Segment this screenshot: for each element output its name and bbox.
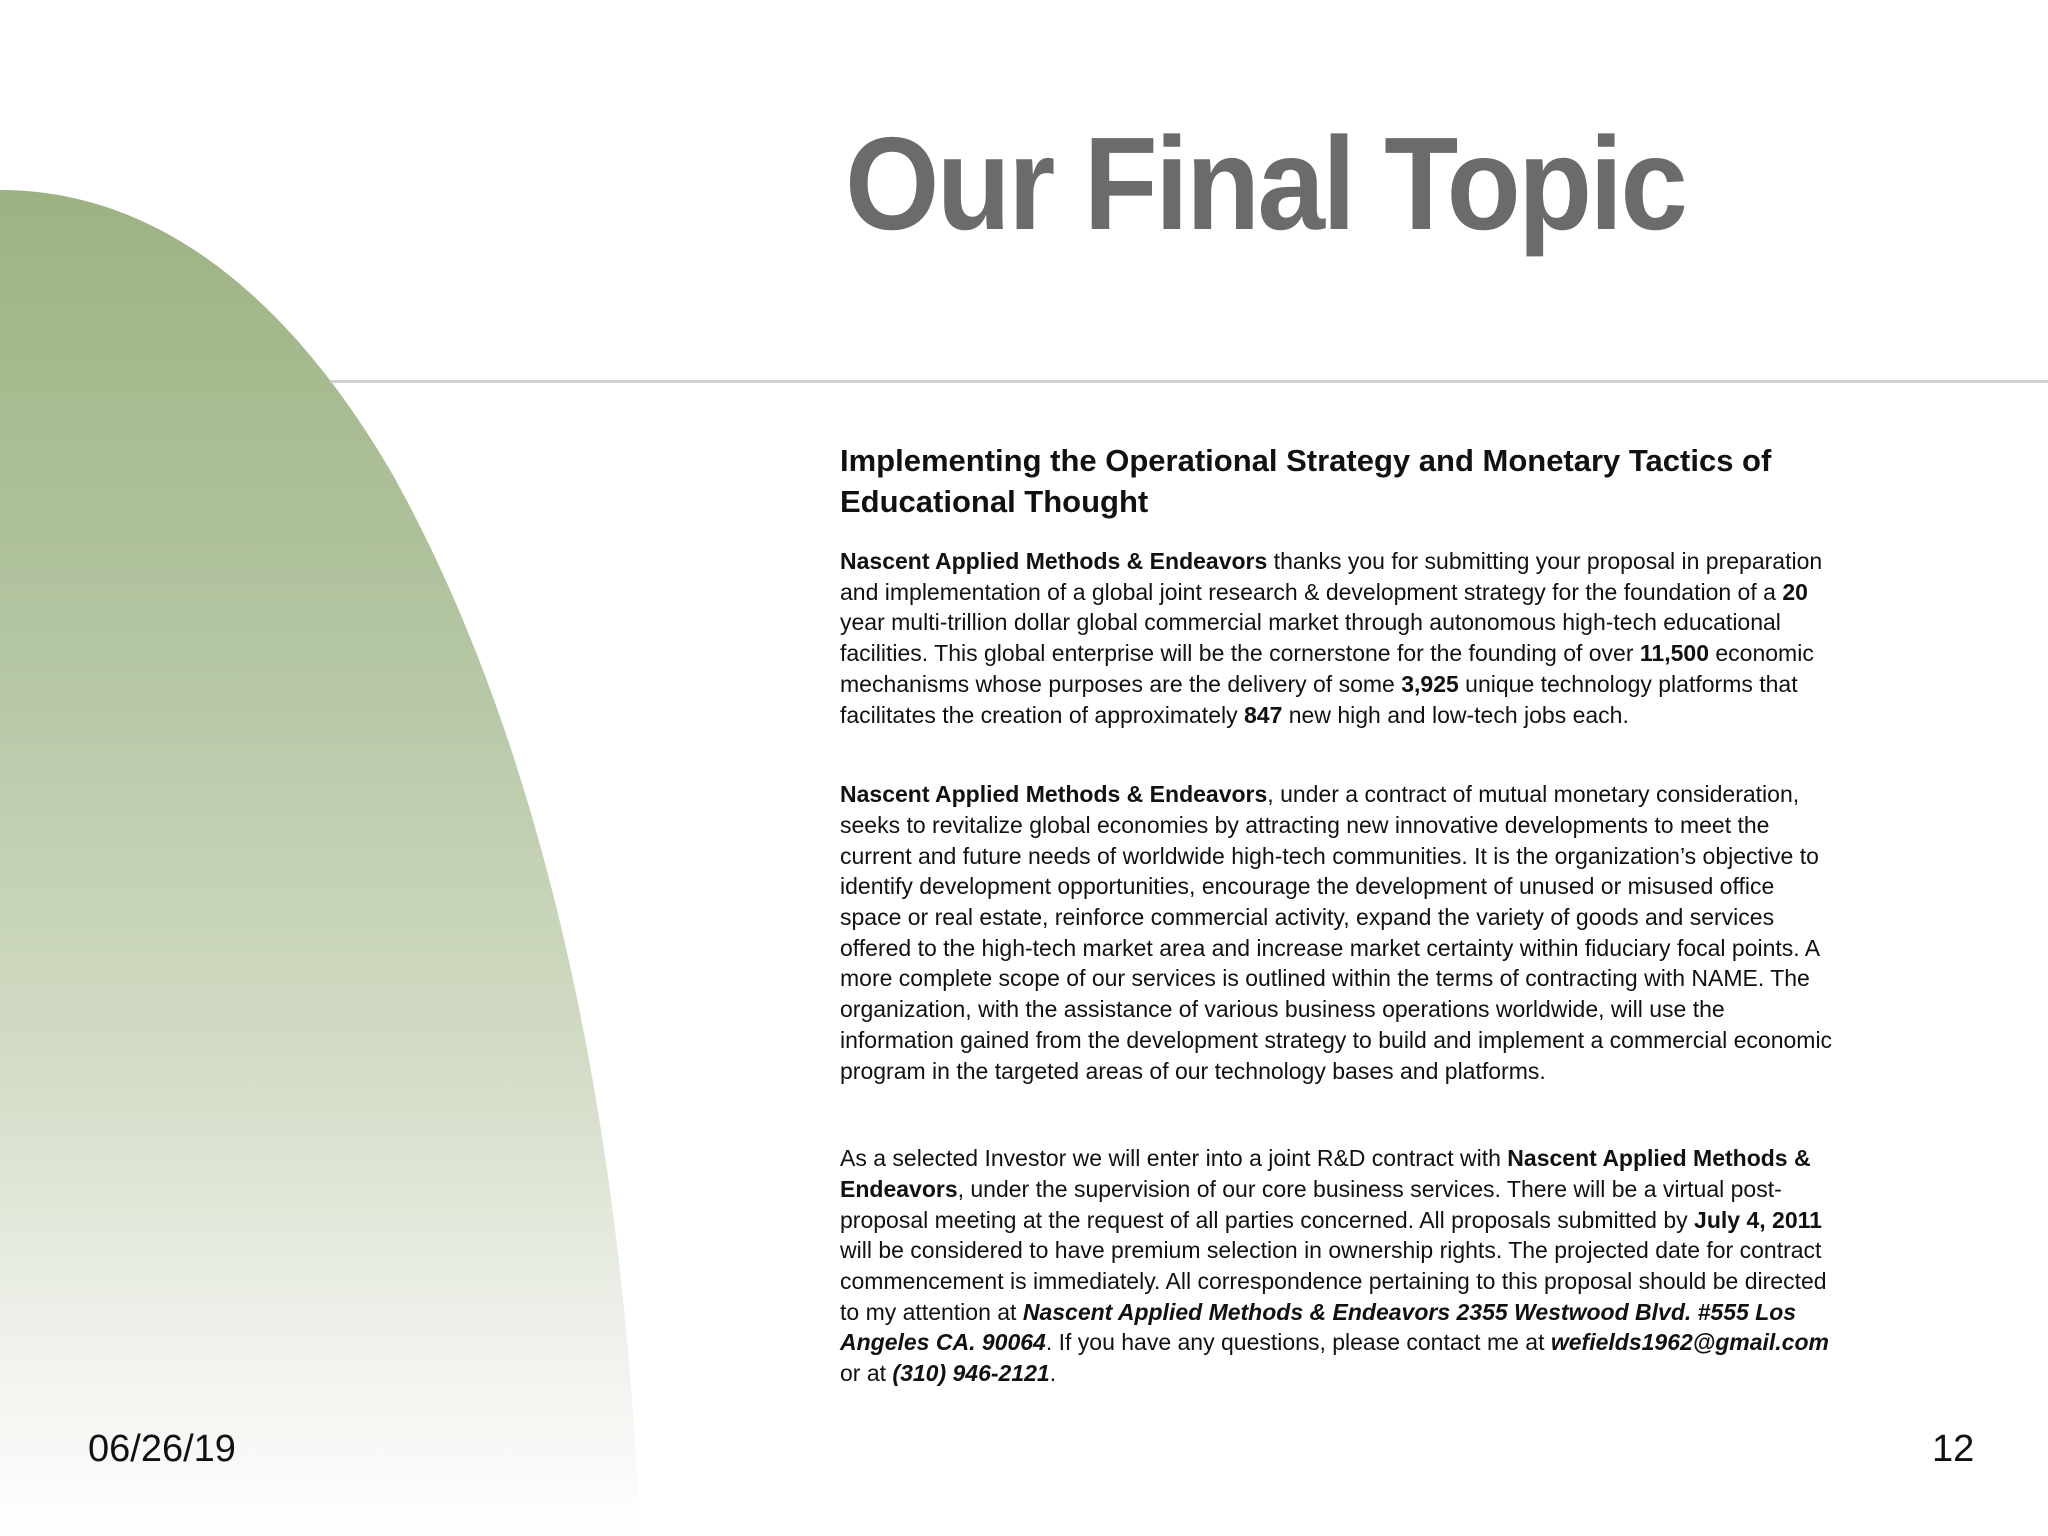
jobs-value: 847 [1243, 701, 1283, 728]
company-name: Nascent Applied Methods & Endeavors [840, 548, 1268, 574]
contact-email: wefields1962@gmail.com [1550, 1329, 1829, 1356]
company-name: Nascent Applied Methods & Endeavors [840, 1145, 1811, 1202]
paragraph-contact [840, 1143, 1840, 1389]
text-segment: . [1049, 1360, 1057, 1387]
text-segment: or at [840, 1360, 893, 1387]
page-number: 12 [1932, 1428, 1975, 1470]
text-segment: , under the supervision of our core business services. There will be a virtual post-proposal meeting at the request of all parties concerned. All proposals submitted by [840, 1175, 1782, 1233]
text-segment: . If you have any questions, please contact me at [1045, 1329, 1551, 1356]
footer-date: 06/26/19 [88, 1428, 236, 1470]
mechanisms-value: 11,500 [1639, 640, 1709, 667]
text-segment: thanks you for submitting your proposal in preparation and implementation of a global joint research & development strategy for the foundation of a [840, 548, 1823, 605]
horizontal-divider [330, 380, 2048, 383]
mailing-address: Nascent Applied Methods & Endeavors 2355 Westwood Blvd. #555 Los Angeles CA. 90064 [840, 1298, 1797, 1356]
text-segment: , under a contract of mutual monetary consideration, seeks to revitalize global economies by attracting new innovative developments to meet the current and future needs of worldwide high-tech communities. It is the organization’s objective to identify development opportunities, encourage the development of unused or misused office space or real estate, reinforce commercial activity, expand the variety of goods and services offered to the high-tech market area and increase market certainty within fiduciary focal points. A more complete scope of our services is outlined within the terms of contracting with NAME. The organization, with the assistance of various business operations worldwide, will use the information gained from the development strategy to build and implement a commercial economic program in the targeted areas of our technology bases and platforms. [840, 781, 1833, 1084]
platforms-value: 3,925 [1401, 670, 1459, 697]
contact-phone: (310) 946-2121 [892, 1360, 1050, 1387]
slide-subtitle: Implementing the Operational Strategy and Monetary Tactics of Educational Thought [840, 443, 1772, 519]
text-segment: new high and low-tech jobs each. [1282, 701, 1629, 728]
paragraph-mission [840, 779, 1840, 1086]
text-segment: unique technology platforms that facilitates the creation of approximately [840, 670, 1798, 728]
deadline-date: July 4, 2011 [1694, 1206, 1822, 1233]
slide-title: Our Final Topic [845, 110, 1686, 257]
green-arch-shape [0, 190, 640, 1536]
text-segment: will be considered to have premium selection in ownership rights. The projected date for contract commencement is immediately. All correspondence pertaining to this proposal should be directed to my attention at [840, 1237, 1827, 1325]
text-segment: economic mechanisms whose purposes are the delivery of some [840, 640, 1814, 697]
company-name: Nascent Applied Methods & Endeavors [840, 781, 1268, 808]
years-value: 20 [1782, 578, 1808, 605]
slide-content [840, 440, 1840, 1389]
text-segment: year multi-trillion dollar global commercial market through autonomous high-tech educational facilities. This global enterprise will be the cornerstone for the founding of over [840, 609, 1781, 667]
paragraph-intro [840, 546, 1840, 730]
text-segment: As a selected Investor we will enter into a joint R&D contract with [840, 1145, 1508, 1172]
